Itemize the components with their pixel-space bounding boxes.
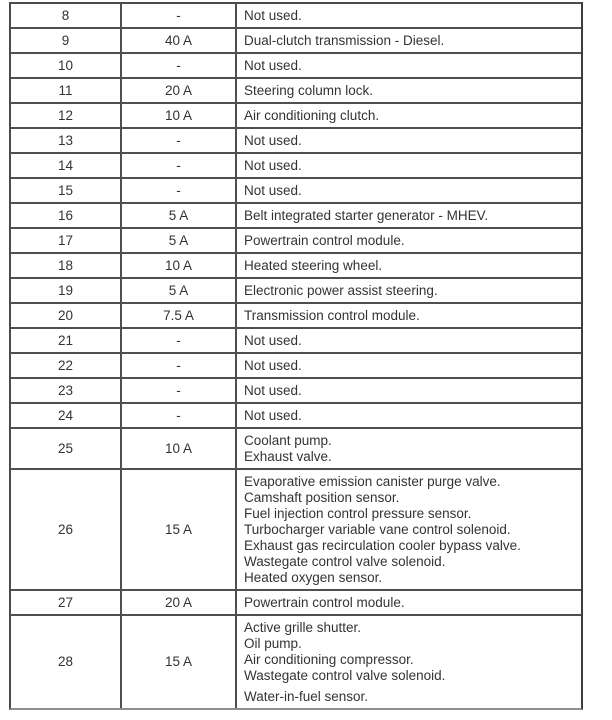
fuse-number-cell: 28 <box>57 654 74 669</box>
description-group <box>244 383 575 399</box>
description-group <box>244 158 575 174</box>
amp-rating-cell: 40 A <box>120 29 235 52</box>
fuse-description-cell <box>235 154 581 177</box>
table-row <box>11 468 581 589</box>
description-line: Heated steering wheel. <box>244 257 383 273</box>
fuse-number-cell: 26 <box>57 521 74 537</box>
description-group <box>244 408 575 424</box>
description-group <box>244 283 575 299</box>
amp-rating-cell: - <box>120 179 235 202</box>
table-row <box>11 402 581 427</box>
description-line: Not used. <box>244 132 302 148</box>
fuse-number-cell: 11 <box>58 82 73 98</box>
description-group <box>244 8 575 24</box>
amp-rating-cell: - <box>120 404 235 427</box>
description-line: Dual-clutch transmission - Diesel. <box>244 32 445 48</box>
description-line: Powertrain control module. <box>244 232 405 248</box>
description-line: Not used. <box>244 332 302 348</box>
description-line: Fuel injection control pressure sensor. <box>244 505 472 521</box>
fuse-number-cell: 19 <box>57 282 74 298</box>
description-line: Powertrain control module. <box>244 594 405 610</box>
amp-rating-cell: - <box>120 329 235 352</box>
description-line: Oil pump. <box>244 635 302 651</box>
description-group <box>244 308 575 324</box>
amp-rating-cell: 10 A <box>120 104 235 127</box>
fuse-description-cell <box>235 254 581 277</box>
description-group <box>244 474 575 586</box>
amp-rating-cell: 7.5 A <box>120 304 235 327</box>
amp-rating-cell: 10 A <box>120 254 235 277</box>
amp-rating-cell: 20 A <box>120 79 235 102</box>
amp-rating-cell: - <box>120 354 235 377</box>
description-line: Exhaust valve. <box>244 448 332 464</box>
amp-rating-cell: 5 A <box>120 204 235 227</box>
description-line: Not used. <box>244 382 302 398</box>
description-group <box>244 358 575 374</box>
description-line: Coolant pump. <box>244 432 332 448</box>
description-line: Not used. <box>244 357 302 373</box>
description-group <box>244 333 575 349</box>
description-group <box>244 208 575 224</box>
fuse-number-cell: 10 <box>57 57 74 73</box>
fuse-number-cell: 20 <box>57 307 74 323</box>
table-row <box>11 352 581 377</box>
table-row <box>11 377 581 402</box>
table-row <box>11 302 581 327</box>
fuse-number-cell: 15 <box>57 182 74 198</box>
amp-rating-cell: - <box>120 4 235 27</box>
amp-rating-cell: 15 A <box>120 616 235 708</box>
fuse-description-cell <box>235 354 581 377</box>
fuse-description-cell <box>235 429 581 468</box>
fuse-number-cell: 18 <box>57 257 74 273</box>
fuse-description-cell <box>235 591 581 614</box>
description-line: Not used. <box>244 57 302 73</box>
amp-rating-cell: 5 A <box>120 279 235 302</box>
description-line: Not used. <box>244 182 302 198</box>
fuse-number-cell: 16 <box>57 207 74 223</box>
amp-rating-cell: 20 A <box>120 591 235 614</box>
description-line: Heated oxygen sensor. <box>244 569 383 585</box>
table-row <box>11 277 581 302</box>
table-row <box>11 127 581 152</box>
amp-rating-cell: - <box>120 154 235 177</box>
fuse-description-cell <box>235 304 581 327</box>
table-row <box>11 614 581 708</box>
fuse-number-cell: 27 <box>57 594 74 610</box>
description-line: Transmission control module. <box>244 307 420 323</box>
fuse-description-cell <box>235 616 581 708</box>
table-row <box>11 202 581 227</box>
fuse-number-cell: 21 <box>57 332 74 348</box>
fuse-number-cell: 9 <box>61 32 70 48</box>
fuse-number-cell: 8 <box>61 7 70 23</box>
amp-rating-cell: - <box>120 129 235 152</box>
table-row <box>11 589 581 614</box>
fuse-description-cell <box>235 329 581 352</box>
description-group <box>244 33 575 49</box>
description-line: Water-in-fuel sensor. <box>244 688 369 704</box>
fuse-description-cell <box>235 29 581 52</box>
description-group <box>244 258 575 274</box>
description-line: Wastegate control valve solenoid. <box>244 553 446 569</box>
fuse-description-cell <box>235 204 581 227</box>
table-row <box>11 52 581 77</box>
description-group <box>244 689 575 705</box>
description-line: Electronic power assist steering. <box>244 282 438 298</box>
description-line: Active grille shutter. <box>244 619 362 635</box>
fuse-description-cell <box>235 54 581 77</box>
table-row <box>11 152 581 177</box>
fuse-description-cell <box>235 470 581 589</box>
description-line: Evaporative emission canister purge valve. <box>244 473 501 489</box>
fuse-number-cell: 24 <box>57 407 74 423</box>
description-group <box>244 133 575 149</box>
amp-rating-cell: 5 A <box>120 229 235 252</box>
description-line: Not used. <box>244 407 302 423</box>
table-row <box>11 252 581 277</box>
fuse-number-cell: 22 <box>57 357 74 373</box>
description-line: Not used. <box>244 7 302 23</box>
table-row <box>11 177 581 202</box>
table-row <box>11 77 581 102</box>
description-group <box>244 620 575 684</box>
table-row <box>11 227 581 252</box>
amp-rating-cell: - <box>120 54 235 77</box>
amp-rating-cell: 15 A <box>120 470 235 589</box>
fuse-number-cell: 14 <box>57 157 74 173</box>
description-line: Air conditioning clutch. <box>244 107 380 123</box>
description-line: Exhaust gas recirculation cooler bypass valve. <box>244 537 521 553</box>
description-group <box>244 595 575 611</box>
description-line: Air conditioning compressor. <box>244 651 414 667</box>
description-line: Wastegate control valve solenoid. <box>244 667 446 683</box>
fuse-number-cell: 12 <box>57 107 74 123</box>
fuse-number-cell: 13 <box>57 132 74 148</box>
fuse-description-cell <box>235 229 581 252</box>
fuse-description-cell <box>235 4 581 27</box>
fuse-description-cell <box>235 129 581 152</box>
table-row <box>11 102 581 127</box>
description-line: Steering column lock. <box>244 82 374 98</box>
table-row <box>11 427 581 468</box>
fuse-number-cell: 23 <box>57 382 74 398</box>
description-group <box>244 83 575 99</box>
table-row <box>11 27 581 52</box>
description-line: Turbocharger variable vane control solenoid. <box>244 521 511 537</box>
table-row <box>11 327 581 352</box>
amp-rating-cell: 10 A <box>120 429 235 468</box>
fuse-description-cell <box>235 179 581 202</box>
fuse-description-cell <box>235 79 581 102</box>
fuse-specification-table <box>9 2 583 710</box>
description-group <box>244 108 575 124</box>
fuse-description-cell <box>235 104 581 127</box>
amp-rating-cell: - <box>120 379 235 402</box>
description-line: Belt integrated starter generator - MHEV. <box>244 207 489 223</box>
table-row <box>11 4 581 27</box>
description-group <box>244 233 575 249</box>
description-line: Camshaft position sensor. <box>244 489 400 505</box>
fuse-number-cell: 25 <box>57 440 74 456</box>
fuse-description-cell <box>235 404 581 427</box>
description-group <box>244 58 575 74</box>
description-group <box>244 433 575 465</box>
description-line: Not used. <box>244 157 302 173</box>
fuse-description-cell <box>235 279 581 302</box>
description-group <box>244 183 575 199</box>
fuse-number-cell: 17 <box>57 232 74 248</box>
fuse-description-cell <box>235 379 581 402</box>
